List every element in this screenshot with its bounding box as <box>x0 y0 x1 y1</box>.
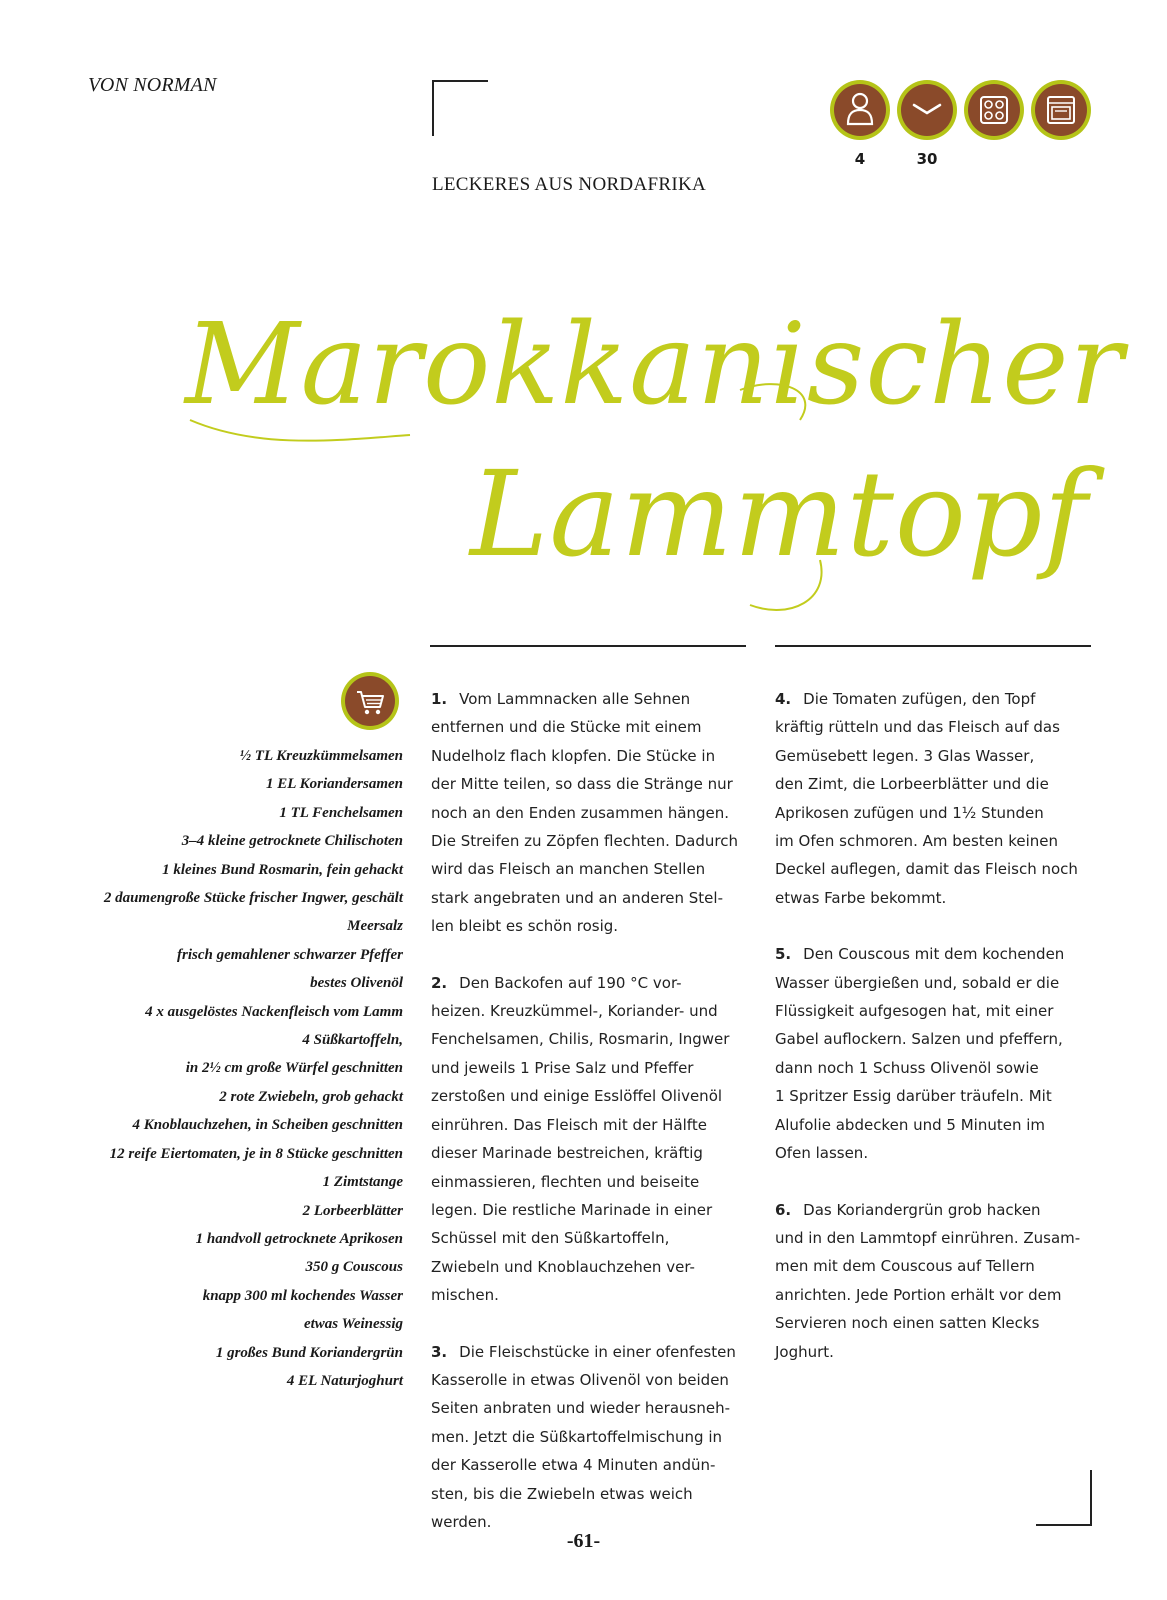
step-line <box>431 1281 751 1309</box>
step-line <box>775 940 1095 968</box>
step-text: wird das Fleisch an manchen Stellen <box>431 860 706 879</box>
step-line <box>775 1082 1095 1110</box>
step-text: Wasser übergießen und, sobald er die <box>775 973 1060 992</box>
ingredient-item: 1 handvoll getrocknete Aprikosen <box>195 1230 403 1247</box>
step-text: Den Backofen auf 190 °C vor- <box>459 973 682 992</box>
step-line <box>431 1338 751 1366</box>
step-line <box>431 884 751 912</box>
step-text: Gabel auflockern. Salzen und pfeffern, <box>775 1030 1063 1049</box>
step-line <box>431 1111 751 1139</box>
step-text: im Ofen schmoren. Am besten keinen <box>775 832 1058 851</box>
step-line <box>775 1252 1095 1280</box>
step-line <box>775 1338 1095 1366</box>
ingredient-item: 4 x ausgelöstes Nackenfleisch vom Lamm <box>145 1003 403 1020</box>
corner-mark-bottom-right <box>1036 1470 1092 1526</box>
step-text: Vom Lammnacken alle Sehnen <box>459 690 691 708</box>
ingredient-item: 3–4 kleine getrocknete Chilischoten <box>181 833 403 850</box>
step-line <box>775 1196 1095 1224</box>
step-text: dieser Marinade bestreichen, kräftig <box>431 1144 703 1163</box>
step-text: Das Koriandergrün grob hacken <box>803 1200 1041 1219</box>
step-text: Nudelholz flach klopfen. Die Stücke in <box>431 746 716 765</box>
shopping-cart-icon <box>341 672 399 730</box>
step-text: Deckel auflegen, damit das Fleisch noch <box>775 860 1078 879</box>
step-text: zerstoßen und einige Esslöffel Olivenöl <box>431 1087 723 1106</box>
instruction-step <box>775 685 1095 912</box>
step-line <box>431 855 751 883</box>
step-line <box>431 1253 751 1281</box>
ingredient-item: in 2½ cm große Würfel geschnitten <box>185 1060 403 1077</box>
step-text: Aprikosen zufügen und 1½ Stunden <box>775 803 1044 822</box>
step-line <box>431 969 751 997</box>
step-line <box>431 1082 751 1110</box>
instructions-column-right <box>775 685 1095 1394</box>
step-line <box>431 827 751 855</box>
instruction-step <box>431 1338 751 1537</box>
step-text: der Mitte teilen, so dass die Stränge nur <box>431 775 733 794</box>
ingredient-item: 1 Zimtstange <box>322 1174 403 1191</box>
step-line <box>775 685 1095 713</box>
recipe-category: LECKERES AUS NORDAFRIKA <box>432 174 706 195</box>
step-text: 1 Spritzer Essig darüber träufeln. Mit <box>775 1087 1052 1106</box>
ingredient-item: 1 EL Koriandersamen <box>266 776 403 793</box>
step-line <box>431 742 751 770</box>
step-number: 5. <box>775 945 792 964</box>
step-line <box>775 969 1095 997</box>
step-line <box>775 884 1095 912</box>
step-text: men. Jetzt die Süßkartoffelmischung in <box>431 1427 722 1446</box>
step-number: 6. <box>775 1200 792 1219</box>
step-text: etwas Farbe bekommt. <box>775 888 947 907</box>
ingredients-list <box>104 742 403 1395</box>
step-text: anrichten. Jede Portion erhält vor dem <box>775 1285 1062 1304</box>
step-number: 1. <box>431 690 448 708</box>
step-text: Kasserolle in etwas Olivenöl von beiden <box>431 1370 729 1389</box>
stove-icon <box>964 80 1024 140</box>
step-line <box>431 1054 751 1082</box>
step-text: Den Couscous mit dem kochenden <box>803 945 1065 964</box>
step-text: einrühren. Das Fleisch mit der Hälfte <box>431 1115 707 1134</box>
ingredient-item: 2 daumengroße Stücke frischer Ingwer, geschält <box>103 890 403 907</box>
instruction-step <box>431 969 751 1310</box>
ingredient-item: 4 Knoblauchzehen, in Scheiben geschnitten <box>132 1117 403 1134</box>
step-line <box>431 1139 751 1167</box>
instruction-step <box>775 940 1095 1167</box>
ingredient-item: 4 EL Naturjoghurt <box>286 1372 403 1389</box>
ingredient-item: frisch gemahlener schwarzer Pfeffer <box>177 946 403 963</box>
author-byline: VON NORMAN <box>88 74 217 96</box>
servings-value: 4 <box>854 150 866 168</box>
step-line <box>775 1281 1095 1309</box>
ingredient-item: 12 reife Eiertomaten, je in 8 Stücke geschnitten <box>109 1145 403 1162</box>
ingredient-item: 1 kleines Bund Rosmarin, fein gehackt <box>162 861 403 878</box>
ingredient-item: bestes Olivenöl <box>310 975 403 992</box>
step-text: Die Tomaten zufügen, den Topf <box>803 690 1036 708</box>
step-text: Die Streifen zu Zöpfen flechten. Dadurch <box>431 832 738 851</box>
step-line <box>775 742 1095 770</box>
step-number: 3. <box>431 1342 448 1361</box>
clock-icon <box>897 80 957 140</box>
step-text: men mit dem Couscous auf Tellern <box>775 1257 1035 1276</box>
step-line <box>775 1111 1095 1139</box>
step-line <box>431 1224 751 1252</box>
step-text: heizen. Kreuzkümmel-, Koriander- und <box>431 1002 718 1021</box>
step-line <box>431 1451 751 1479</box>
ingredient-item: 350 g Couscous <box>305 1259 403 1276</box>
oven-icon <box>1031 80 1091 140</box>
step-text: Flüssigkeit aufgesogen hat, mit einer <box>775 1002 1054 1021</box>
step-line <box>775 799 1095 827</box>
ingredient-item: Meersalz <box>347 918 403 935</box>
instructions-column-left <box>431 685 751 1564</box>
recipe-title-line-1: Marokkanischer <box>185 300 1125 430</box>
time-value: 30 <box>916 150 938 168</box>
ingredient-item: 2 Lorbeerblätter <box>302 1202 403 1219</box>
step-line <box>775 997 1095 1025</box>
column-rule-left <box>430 645 746 647</box>
step-text: Seiten anbraten und wieder herausneh- <box>431 1399 730 1418</box>
people-icon <box>830 80 890 140</box>
step-line <box>431 1168 751 1196</box>
ingredient-item: 2 rote Zwiebeln, grob gehackt <box>219 1088 403 1105</box>
step-line <box>775 855 1095 883</box>
step-line <box>775 1224 1095 1252</box>
ingredient-item: etwas Weinessig <box>303 1316 403 1333</box>
step-text: len bleibt es schön rosig. <box>431 917 619 936</box>
step-line <box>431 1394 751 1422</box>
step-line <box>431 912 751 940</box>
step-text: und in den Lammtopf einrühren. Zusam- <box>775 1228 1081 1247</box>
ingredient-item: knapp 300 ml kochendes Wasser <box>202 1287 403 1304</box>
column-rule-right <box>775 645 1091 647</box>
step-text: entfernen und die Stücke mit einem <box>431 718 702 737</box>
step-line <box>431 1366 751 1394</box>
step-text: legen. Die restliche Marinade in einer <box>431 1200 713 1219</box>
step-line <box>431 997 751 1025</box>
step-line <box>775 1139 1095 1167</box>
step-line <box>775 1054 1095 1082</box>
step-text: Alufolie abdecken und 5 Minuten im <box>775 1115 1045 1134</box>
ingredient-item: ½ TL Kreuzkümmelsamen <box>239 748 403 764</box>
step-line <box>775 713 1095 741</box>
step-line <box>775 770 1095 798</box>
instruction-step <box>775 1196 1095 1366</box>
instruction-step <box>431 685 751 941</box>
step-line <box>431 713 751 741</box>
step-text: mischen. <box>431 1286 499 1305</box>
step-line <box>775 1025 1095 1053</box>
step-line <box>775 1309 1095 1337</box>
step-line <box>431 1025 751 1053</box>
step-text: sten, bis die Zwiebeln etwas weich werden. <box>431 1484 693 1531</box>
step-number: 2. <box>431 973 448 992</box>
step-text: Servieren noch einen satten Klecks <box>775 1314 1040 1333</box>
recipe-title-line-2: Lammtopf <box>470 445 1089 583</box>
corner-mark-top-left <box>432 80 488 136</box>
step-text: kräftig rütteln und das Fleisch auf das <box>775 718 1060 737</box>
step-line <box>431 1423 751 1451</box>
step-line <box>775 827 1095 855</box>
step-text: Joghurt. <box>775 1342 834 1361</box>
step-line <box>431 685 751 713</box>
step-text: stark angebraten und an anderen Stel- <box>431 888 723 907</box>
step-text: Ofen lassen. <box>775 1144 869 1163</box>
ingredient-item: 1 TL Fenchelsamen <box>279 804 403 821</box>
step-number: 4. <box>775 690 792 708</box>
step-text: den Zimt, die Lorbeerblätter und die <box>775 775 1049 794</box>
step-text: noch an den Enden zusammen hängen. <box>431 803 730 822</box>
page-number: -61- <box>566 1530 601 1552</box>
step-text: einmassieren, flechten und beiseite <box>431 1172 700 1191</box>
step-text: Fenchelsamen, Chilis, Rosmarin, Ingwer <box>431 1030 730 1049</box>
step-text: dann noch 1 Schuss Olivenöl sowie <box>775 1058 1039 1077</box>
step-text: Schüssel mit den Süßkartoffeln, <box>431 1229 670 1248</box>
step-text: Zwiebeln und Knoblauchzehen ver- <box>431 1257 695 1276</box>
step-text: der Kasserolle etwa 4 Minuten andün- <box>431 1456 716 1475</box>
ingredient-item: 4 Süßkartoffeln, <box>302 1032 403 1049</box>
step-line <box>431 799 751 827</box>
step-text: Die Fleischstücke in einer ofenfesten <box>459 1342 736 1361</box>
step-line <box>431 1480 751 1537</box>
recipe-info-icons <box>830 80 1094 170</box>
step-text: Gemüsebett legen. 3 Glas Wasser, <box>775 746 1035 765</box>
step-text: und jeweils 1 Prise Salz und Pfeffer <box>431 1058 694 1077</box>
step-line <box>431 770 751 798</box>
ingredient-item: 1 großes Bund Koriandergrün <box>215 1344 403 1361</box>
step-line <box>431 1196 751 1224</box>
